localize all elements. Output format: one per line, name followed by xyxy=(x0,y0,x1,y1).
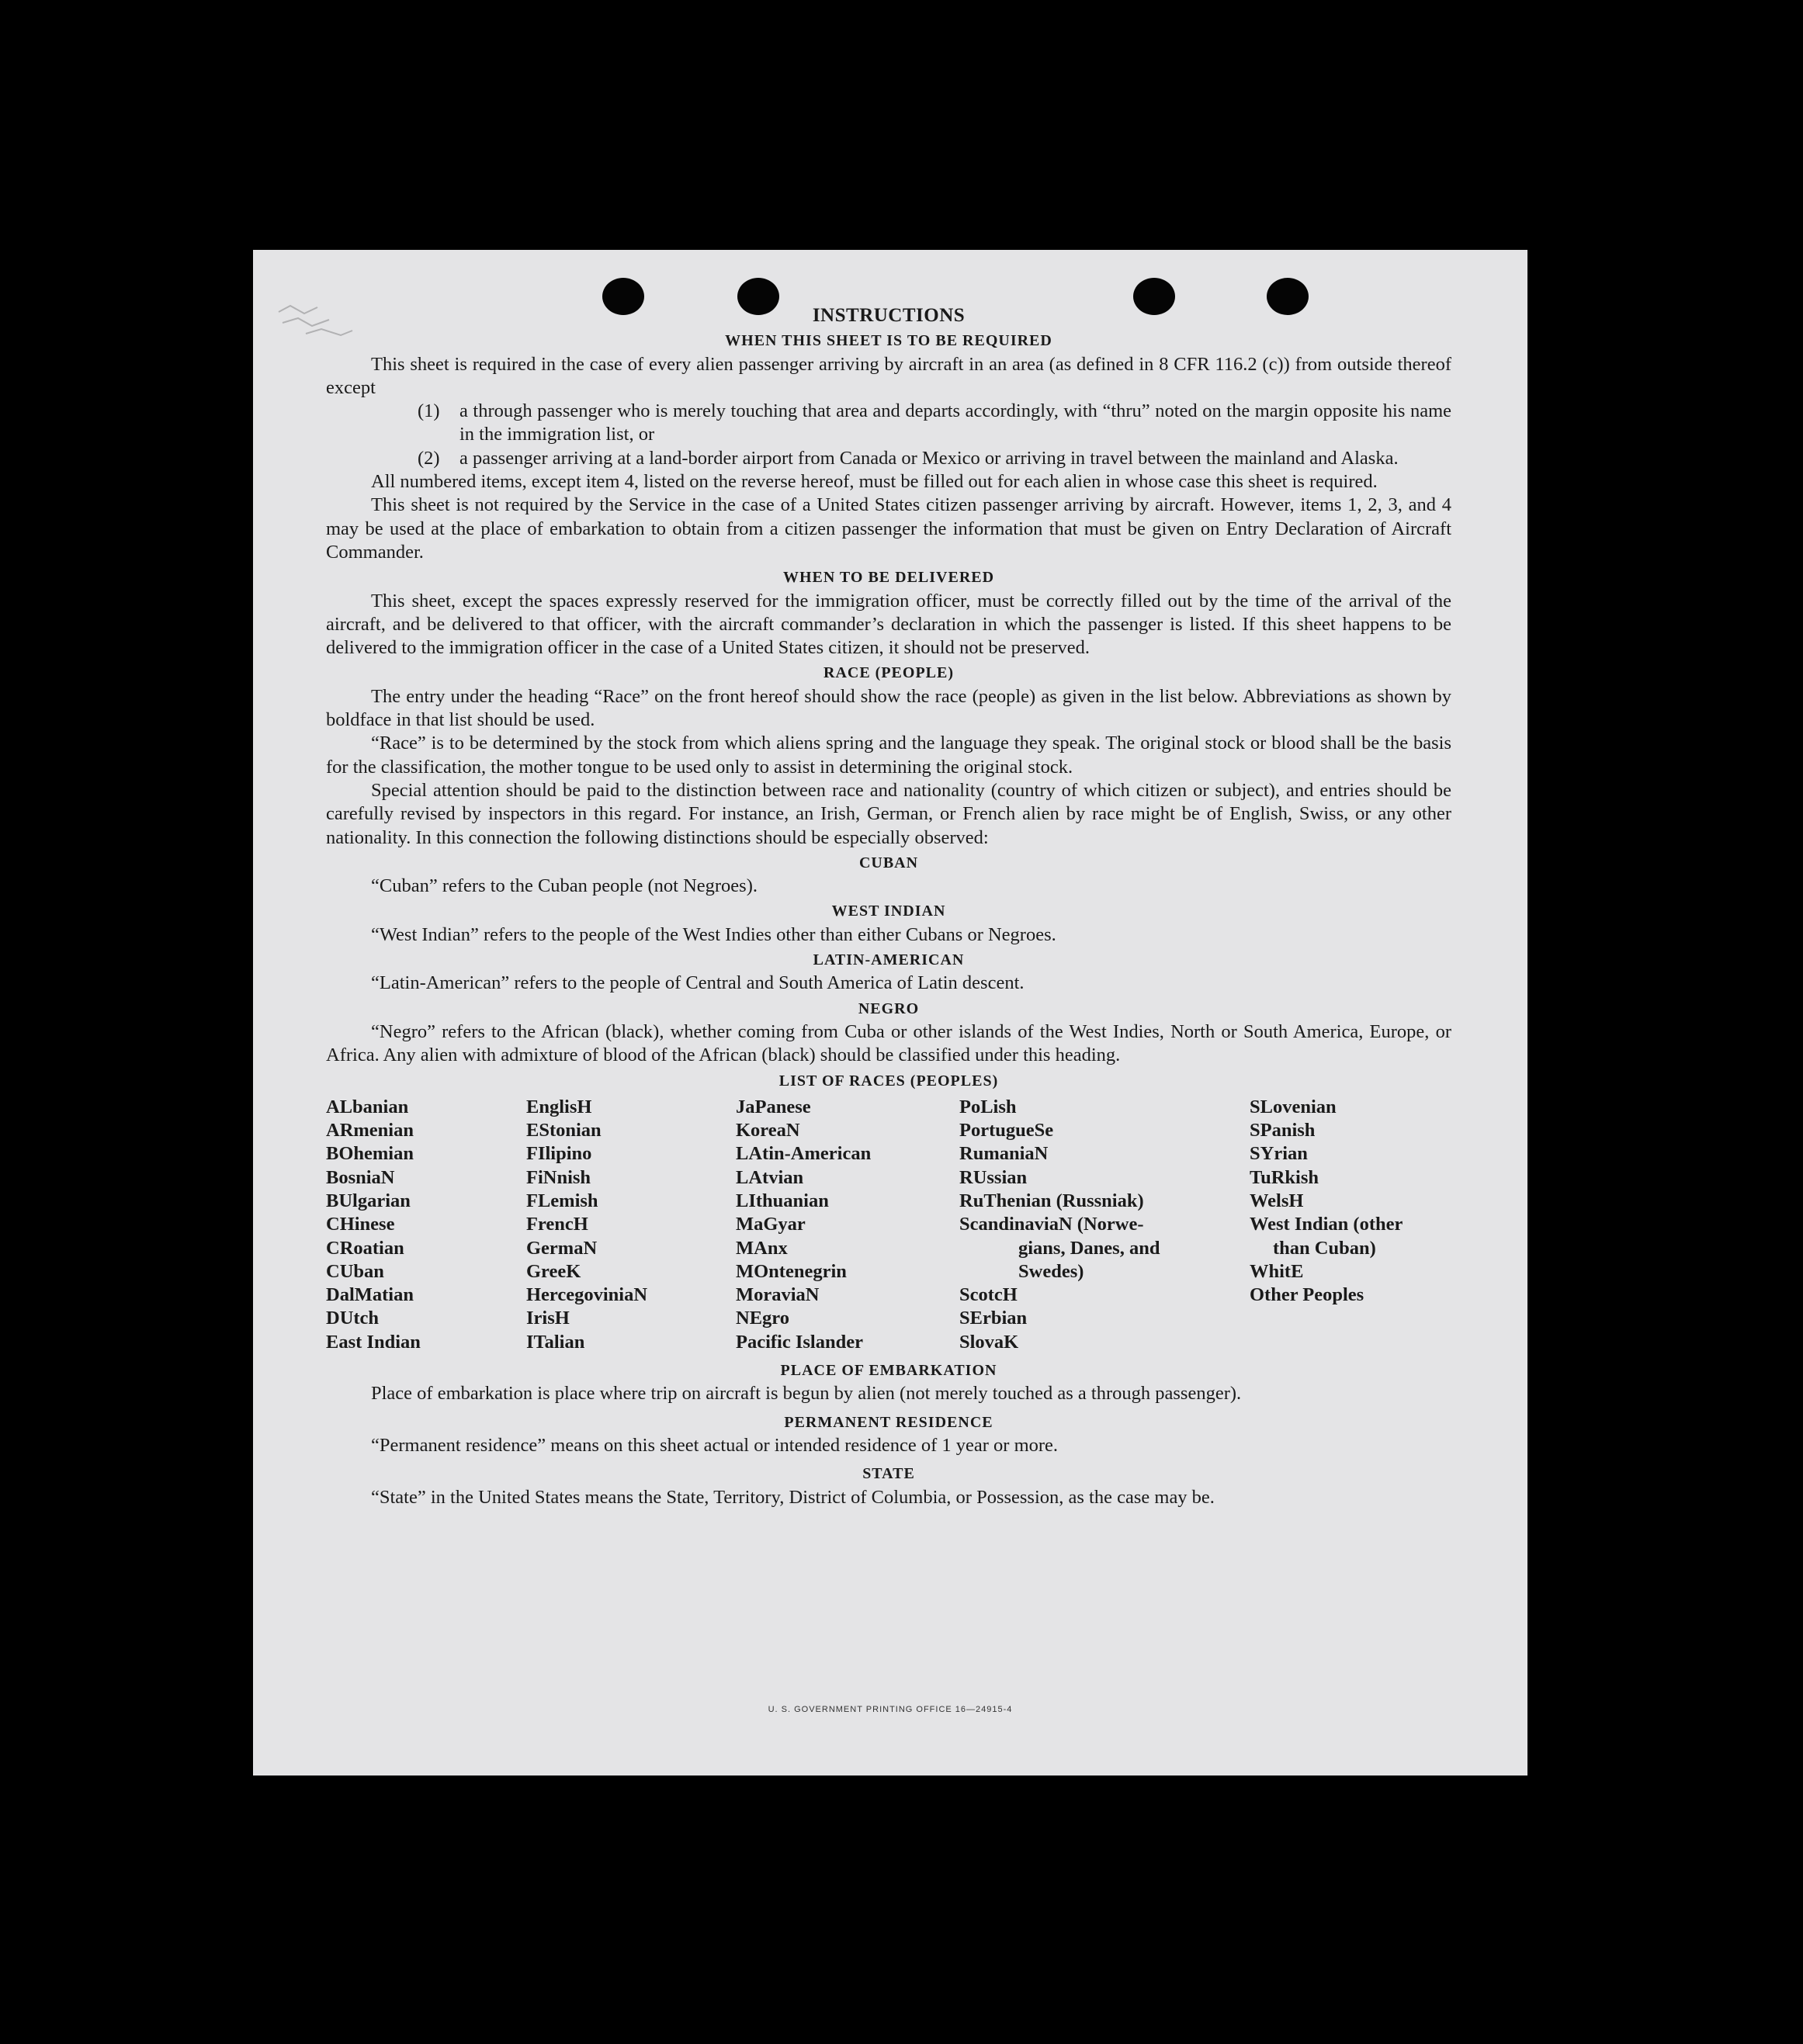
race-entry: ScandinaviaN (Norwe- xyxy=(959,1214,1144,1235)
paragraph: “State” in the United States means the State, Territory, District of Columbia, or Possession, as the case may be. xyxy=(371,1486,1215,1508)
paragraph: “Cuban” refers to the Cuban people (not Negroes). xyxy=(371,875,758,897)
race-entry: JaPanese xyxy=(736,1096,811,1117)
race-column xyxy=(1250,1096,1451,1354)
race-entry: West Indian (other xyxy=(1250,1214,1403,1235)
heading-permanent-residence: PERMANENT RESIDENCE xyxy=(784,1413,993,1431)
paragraph: Place of embarkation is place where trip on aircraft is begun by alien (not merely touched as a through passenger). xyxy=(371,1383,1242,1405)
race-list xyxy=(326,1096,1451,1354)
race-entry: CRoatian xyxy=(326,1237,404,1259)
race-entry: SLovenian xyxy=(1250,1096,1337,1117)
paragraph: All numbered items, except item 4, listed on the reverse hereof, must be filled out for each alien in whose case this sheet is required. xyxy=(371,471,1378,493)
race-entry: DalMatian xyxy=(326,1284,414,1306)
race-entry: BUlgarian xyxy=(326,1190,411,1211)
race-entry: WelsH xyxy=(1250,1190,1304,1211)
race-entry: SYrian xyxy=(1250,1143,1308,1165)
race-entry: RumaniaN xyxy=(959,1143,1049,1165)
race-entry: CUban xyxy=(326,1260,384,1282)
race-column xyxy=(326,1096,526,1354)
race-entry: CHinese xyxy=(326,1214,395,1235)
race-entry: ITalian xyxy=(526,1331,585,1353)
paragraph: This sheet is required in the case of every alien passenger arriving by aircraft in an area (as defined in 8 CFR 116.2 (c)) from outside thereof except xyxy=(326,353,1451,398)
race-column xyxy=(736,1096,959,1354)
race-entry: WhitE xyxy=(1250,1260,1304,1282)
paragraph: Special attention should be paid to the distinction between race and nationality (country of which citizen or subject), and entries should be carefully revised by inspectors in this regard. For instance, an Irish, German, or French alien by race might be of English, Swiss, or any other nationality. In this connection the following distinctions should be especially observed: xyxy=(326,779,1451,848)
heading-west-indian: WEST INDIAN xyxy=(831,902,946,920)
race-entry: TuRkish xyxy=(1250,1166,1319,1188)
race-entry: East Indian xyxy=(326,1331,421,1353)
race-entry: HercegoviniaN xyxy=(526,1284,648,1306)
race-entry: MoraviaN xyxy=(736,1284,820,1306)
heading-embarkation: PLACE OF EMBARKATION xyxy=(780,1362,997,1380)
race-entry: PoLish xyxy=(959,1096,1017,1117)
race-entry: FLemish xyxy=(526,1190,598,1211)
race-entry-continued: than Cuban) xyxy=(1273,1237,1376,1259)
race-entry: KoreaN xyxy=(736,1120,800,1142)
item-number: (2) xyxy=(418,447,440,469)
race-entry: GreeK xyxy=(526,1260,581,1282)
race-entry: RuThenian (Russniak) xyxy=(959,1190,1144,1211)
paragraph: “Race” is to be determined by the stock from which aliens spring and the language they speak. The original stock or blood shall be the basis for the classification, the mother tongue to be used only to assist in determining the original stock. xyxy=(326,733,1451,778)
race-entry: PortugueSe xyxy=(959,1120,1054,1142)
race-entry: BosniaN xyxy=(326,1166,395,1188)
race-entry: LAtin-American xyxy=(736,1143,872,1165)
race-entry: MAnx xyxy=(736,1237,788,1259)
race-entry: ARmenian xyxy=(326,1120,414,1142)
paragraph: “Latin-American” refers to the people of Central and South America of Latin descent. xyxy=(371,972,1025,994)
race-entry: Pacific Islander xyxy=(736,1331,863,1353)
race-entry: IrisH xyxy=(526,1308,570,1329)
paragraph: This sheet is not required by the Service in the case of a United States citizen passenger arriving by aircraft. However, items 1, 2, 3, and 4 may be used at the place of embarkation to obtain from a citizen passenger the information that must be given on Entry Declaration of Aircraft Commander. xyxy=(326,494,1451,563)
item-text: a passenger arriving at a land-border airport from Canada or Mexico or arriving in travel between the mainland and Alaska. xyxy=(459,447,1399,469)
heading-list-of-races: LIST OF RACES (PEOPLES) xyxy=(778,1072,999,1090)
heading-latin-american: LATIN-AMERICAN xyxy=(813,951,965,969)
paragraph: “Permanent residence” means on this sheet actual or intended residence of 1 year or more. xyxy=(371,1434,1059,1456)
race-entry: LIthuanian xyxy=(736,1190,829,1211)
race-entry: BOhemian xyxy=(326,1143,414,1165)
document-sheet xyxy=(253,250,1527,1776)
race-entry: ScotcH xyxy=(959,1284,1018,1306)
list-item xyxy=(418,400,1451,447)
item-number: (1) xyxy=(418,400,440,422)
heading-when-delivered: WHEN TO BE DELIVERED xyxy=(782,569,995,587)
paragraph: The entry under the heading “Race” on the front hereof should show the race (people) as given in the list below. Abbreviations as shown by boldface in that list should be used. xyxy=(326,685,1451,731)
heading-race: RACE (PEOPLE) xyxy=(823,664,954,682)
race-entry: ALbanian xyxy=(326,1096,409,1117)
heading-when-required: WHEN THIS SHEET IS TO BE REQUIRED xyxy=(725,332,1052,350)
race-entry-continued: gians, Danes, and xyxy=(1018,1237,1160,1259)
race-entry: FiNnish xyxy=(526,1166,591,1188)
printing-office-footer: U. S. GOVERNMENT PRINTING OFFICE 16—24915-4 xyxy=(768,1705,1013,1714)
race-entry: GermaN xyxy=(526,1237,598,1259)
item-text: a through passenger who is merely touching that area and departs accordingly, with “thru” noted on the margin opposite his name in the immigration list, or xyxy=(459,400,1451,445)
list-item xyxy=(418,447,1451,470)
race-entry: SPanish xyxy=(1250,1120,1316,1142)
race-entry: DUtch xyxy=(326,1308,380,1329)
paragraph: This sheet, except the spaces expressly reserved for the immigration officer, must be correctly filled out by the time of the arrival of the aircraft, and be delivered to that officer, with the aircraft commander’s declaration in which the passenger is listed. If this sheet happens to be delivered to the immigration officer in the case of a United States citizen, it should not be preserved. xyxy=(326,590,1451,659)
race-entry: MOntenegrin xyxy=(736,1260,847,1282)
page-title: INSTRUCTIONS xyxy=(812,305,966,326)
race-entry-continued: Swedes) xyxy=(1018,1260,1084,1282)
race-entry: NEgro xyxy=(736,1308,789,1329)
race-entry: MaGyar xyxy=(736,1214,806,1235)
heading-cuban: CUBAN xyxy=(858,854,919,871)
paragraph: “West Indian” refers to the people of the West Indies other than either Cubans or Negroes. xyxy=(371,923,1056,945)
race-entry: LAtvian xyxy=(736,1166,804,1188)
race-entry: EStonian xyxy=(526,1120,602,1142)
race-entry: FrencH xyxy=(526,1214,588,1235)
paragraph: “Negro” refers to the African (black), whether coming from Cuba or other islands of the West Indies, North or South America, Europe, or Africa. Any alien with admixture of blood of the African (black) should be classified under this heading. xyxy=(326,1020,1451,1066)
heading-state: STATE xyxy=(862,1465,915,1483)
race-entry: EnglisH xyxy=(526,1096,592,1117)
race-entry: FIlipino xyxy=(526,1143,592,1165)
race-entry: SlovaK xyxy=(959,1331,1019,1353)
race-entry: SErbian xyxy=(959,1308,1028,1329)
instructions-content xyxy=(326,304,1451,1509)
heading-negro: NEGRO xyxy=(858,999,920,1017)
race-entry: RUssian xyxy=(959,1166,1028,1188)
race-entry: Other Peoples xyxy=(1250,1284,1364,1306)
race-column xyxy=(526,1096,736,1354)
race-column xyxy=(959,1096,1250,1354)
